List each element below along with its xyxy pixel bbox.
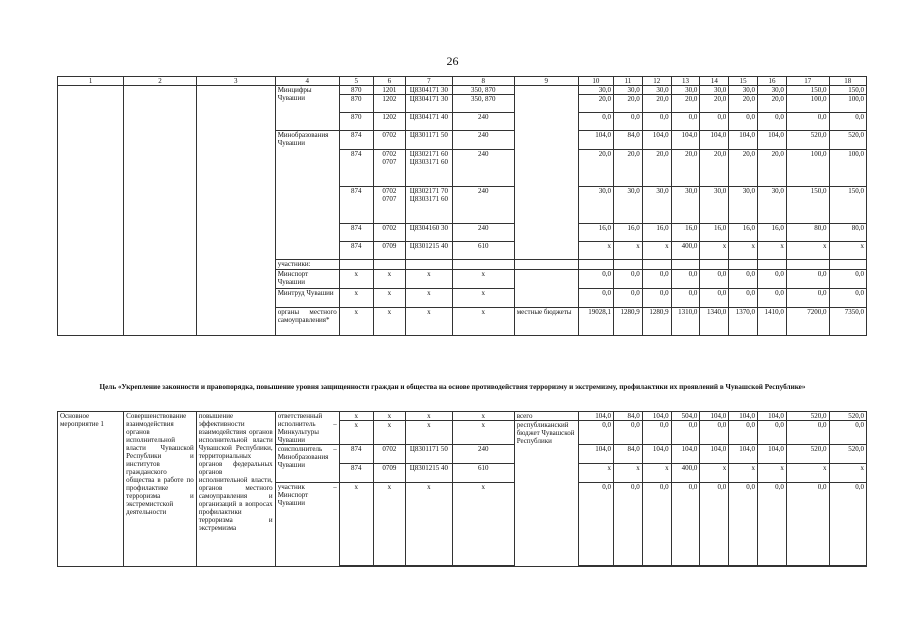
cell: 0,0 <box>613 113 642 131</box>
cell: 7350,0 <box>829 308 866 336</box>
cell: 104,0 <box>578 445 613 464</box>
cell: 1340,0 <box>700 308 729 336</box>
column-number: 2 <box>124 77 197 86</box>
goal-heading: Цель «Укрепление законности и правопорядка, повышение уровня защищенности граждан и общества на основе противодействия терроризму и экстремизму, профилактики их проявлений в Чувашской Республике» <box>99 383 806 391</box>
cell: 0,0 <box>578 270 613 289</box>
cell: 30,0 <box>758 86 787 95</box>
table-row <box>58 412 867 421</box>
cell: 30,0 <box>613 86 642 95</box>
cell: x <box>373 483 405 566</box>
column-number: 18 <box>829 77 866 86</box>
cell: x <box>700 242 729 260</box>
cell: x <box>373 308 405 336</box>
cell: 0,0 <box>829 270 866 289</box>
cell: 104,0 <box>671 131 700 150</box>
cell: 0,0 <box>671 113 700 131</box>
cell: 520,0 <box>829 445 866 464</box>
cell: 0,0 <box>700 483 729 566</box>
cell: 104,0 <box>700 412 729 421</box>
cell: 0,0 <box>613 421 642 445</box>
cell: 874 <box>339 187 373 224</box>
cell: 874 <box>339 224 373 242</box>
cell: x <box>613 242 642 260</box>
cell: 0,0 <box>729 289 758 308</box>
cell: Ц8304171 40 <box>405 113 452 131</box>
cell: x <box>405 421 452 445</box>
cell: 0,0 <box>786 483 829 566</box>
cell: 0,0 <box>829 113 866 131</box>
cell: 30,0 <box>700 86 729 95</box>
column-number: 13 <box>671 77 700 86</box>
cell: 104,0 <box>578 412 613 421</box>
column-number: 8 <box>452 77 514 86</box>
cell: 20,0 <box>642 150 671 187</box>
cell: 80,0 <box>786 224 829 242</box>
cell: 610 <box>452 242 514 260</box>
column-number: 11 <box>613 77 642 86</box>
cell: Ц8304171 30 <box>405 95 452 113</box>
cell: x <box>339 421 373 445</box>
cell: Ц8302171 60 Ц8303171 60 <box>405 150 452 187</box>
cell: 30,0 <box>578 86 613 95</box>
cell: 870 <box>339 86 373 95</box>
cell: 0,0 <box>578 483 613 566</box>
cell: x <box>405 270 452 289</box>
cell: 240 <box>452 187 514 224</box>
cell: 20,0 <box>700 150 729 187</box>
cell: 0,0 <box>758 270 787 289</box>
cell: x <box>339 270 373 289</box>
cell: 20,0 <box>578 95 613 113</box>
cell: 0,0 <box>786 270 829 289</box>
column-number-row <box>58 77 867 86</box>
budget-table-lower <box>57 411 867 567</box>
cell: 520,0 <box>786 131 829 150</box>
cell: x <box>373 412 405 421</box>
cell: 0,0 <box>642 113 671 131</box>
cell: 0,0 <box>758 483 787 566</box>
cell: x <box>339 308 373 336</box>
col3-empty <box>196 86 275 336</box>
cell: 0,0 <box>578 421 613 445</box>
source-empty <box>514 86 578 260</box>
cell: 30,0 <box>578 187 613 224</box>
column-number: 15 <box>729 77 758 86</box>
cell: 1280,9 <box>613 308 642 336</box>
measure-description: Совершенствование взаимодействия органов исполнительной власти Чувашской Республики и институтов гражданского общества в работе по профилактике терроризма и экстремистской деятельности <box>124 412 197 567</box>
cell: Ц8304160 30 <box>405 224 452 242</box>
cell: 0,0 <box>758 289 787 308</box>
cell: x <box>452 270 514 289</box>
cell: 0709 <box>373 242 405 260</box>
cell: x <box>786 464 829 483</box>
cell: 104,0 <box>700 445 729 464</box>
cell: x <box>452 289 514 308</box>
co-executor: соисполнитель – Минобразования Чувашии <box>275 445 339 483</box>
cell: 104,0 <box>758 445 787 464</box>
cell: 870 <box>339 113 373 131</box>
cell: 610 <box>452 464 514 483</box>
cell: x <box>786 242 829 260</box>
cell: 0,0 <box>642 483 671 566</box>
cell: 20,0 <box>758 150 787 187</box>
cell: 104,0 <box>729 412 758 421</box>
cell: 104,0 <box>642 131 671 150</box>
executor-cell: Минспорт Чувашии <box>275 270 339 289</box>
cell: 104,0 <box>729 445 758 464</box>
cell: 0,0 <box>700 421 729 445</box>
cell: Ц8304171 30 <box>405 86 452 95</box>
cell: 350, 870 <box>452 95 514 113</box>
cell: 84,0 <box>613 131 642 150</box>
source-empty <box>514 270 578 308</box>
cell: 104,0 <box>758 131 787 150</box>
cell: x <box>642 464 671 483</box>
cell: 104,0 <box>700 131 729 150</box>
cell: 0702 0707 <box>373 150 405 187</box>
cell: 84,0 <box>613 412 642 421</box>
cell: 0,0 <box>642 289 671 308</box>
cell: 1202 <box>373 113 405 131</box>
cell: 80,0 <box>829 224 866 242</box>
cell: x <box>373 289 405 308</box>
cell: x <box>339 483 373 566</box>
cell: 400,0 <box>671 242 700 260</box>
cell: x <box>452 308 514 336</box>
cell: 520,0 <box>829 131 866 150</box>
cell: 30,0 <box>729 86 758 95</box>
cell: 30,0 <box>758 187 787 224</box>
column-number: 10 <box>578 77 613 86</box>
cell: Ц8301215 40 <box>405 242 452 260</box>
cell: x <box>452 483 514 566</box>
cell: 0,0 <box>700 270 729 289</box>
cell: 150,0 <box>829 187 866 224</box>
cell: x <box>405 308 452 336</box>
cell: 0,0 <box>578 289 613 308</box>
participant: участник – Минспорт Чувашии <box>275 483 339 567</box>
cell: 1410,0 <box>758 308 787 336</box>
cell: 150,0 <box>786 86 829 95</box>
cell: 240 <box>452 131 514 150</box>
cell: 104,0 <box>729 131 758 150</box>
cell: 0,0 <box>613 289 642 308</box>
cell: 16,0 <box>642 224 671 242</box>
cell: 100,0 <box>786 150 829 187</box>
cell: x <box>405 412 452 421</box>
cell: 100,0 <box>829 150 866 187</box>
cell: x <box>578 242 613 260</box>
cell: 0,0 <box>671 289 700 308</box>
cell: x <box>700 464 729 483</box>
cell: 1202 <box>373 95 405 113</box>
cell: 240 <box>452 224 514 242</box>
cell: 0709 <box>373 464 405 483</box>
cell: 16,0 <box>700 224 729 242</box>
cell: 20,0 <box>671 150 700 187</box>
cell: x <box>829 464 866 483</box>
cell: 240 <box>452 445 514 464</box>
cell: x <box>642 242 671 260</box>
cell: 30,0 <box>642 86 671 95</box>
column-number: 6 <box>373 77 405 86</box>
measure-result: повышение эффективности взаимодействия органов исполнительной власти Чувашской Республики, территориальных органов федеральных органов исполнительной власти, органов местного самоуправления и организаций в вопросах профилактики терроризма и экстремизма <box>196 412 275 567</box>
cell: 30,0 <box>700 187 729 224</box>
cell: 870 <box>339 95 373 113</box>
cell: 150,0 <box>829 86 866 95</box>
cell: 0,0 <box>613 483 642 566</box>
col1-empty <box>58 86 124 336</box>
cell: 0,0 <box>729 270 758 289</box>
source-total: всего <box>514 412 578 421</box>
cell: 520,0 <box>786 445 829 464</box>
cell: 504,0 <box>671 412 700 421</box>
cell: 20,0 <box>613 150 642 187</box>
column-number: 9 <box>514 77 578 86</box>
cell: 0702 <box>373 224 405 242</box>
cell: 19028,1 <box>578 308 613 336</box>
executor-cell: Минтруд Чувашии <box>275 289 339 308</box>
cell: Ц8301171 50 <box>405 131 452 150</box>
cell: 150,0 <box>786 187 829 224</box>
budget-table-upper <box>57 76 867 336</box>
cell: x <box>373 421 405 445</box>
cell: 0,0 <box>700 113 729 131</box>
cell: 20,0 <box>613 95 642 113</box>
cell: 20,0 <box>758 95 787 113</box>
cell: 520,0 <box>829 412 866 421</box>
cell: 0702 <box>373 445 405 464</box>
cell: 20,0 <box>642 95 671 113</box>
cell: 0,0 <box>671 270 700 289</box>
responsible-executor: ответственный исполнитель – Минкультуры Чувашии <box>275 412 339 445</box>
cell: 30,0 <box>671 187 700 224</box>
cell: 0,0 <box>729 113 758 131</box>
cell: 20,0 <box>671 95 700 113</box>
cell: 0,0 <box>642 270 671 289</box>
cell: 0,0 <box>578 113 613 131</box>
cell: x <box>339 289 373 308</box>
cell: 0,0 <box>613 270 642 289</box>
column-number: 17 <box>786 77 829 86</box>
cell: 104,0 <box>578 131 613 150</box>
cell: 104,0 <box>642 412 671 421</box>
source-republic-budget: республиканский бюджет Чувашской Республики <box>514 421 578 567</box>
cell: 0,0 <box>829 289 866 308</box>
cell: 0,0 <box>729 421 758 445</box>
cell: 874 <box>339 445 373 464</box>
cell: 0,0 <box>671 483 700 566</box>
cell: 0,0 <box>758 421 787 445</box>
cell: 874 <box>339 150 373 187</box>
cell: 20,0 <box>578 150 613 187</box>
cell: 0,0 <box>786 289 829 308</box>
cell: 0,0 <box>642 421 671 445</box>
column-number: 5 <box>339 77 373 86</box>
cell: 0,0 <box>829 483 866 566</box>
cell: 104,0 <box>671 445 700 464</box>
cell: 350, 870 <box>452 86 514 95</box>
cell: 240 <box>452 150 514 187</box>
table-row <box>58 86 867 95</box>
cell: x <box>758 464 787 483</box>
participants-label: участники: <box>275 260 339 270</box>
cell: 0,0 <box>786 421 829 445</box>
cell: 874 <box>339 464 373 483</box>
cell: 30,0 <box>671 86 700 95</box>
cell: 400,0 <box>671 464 700 483</box>
cell: 1310,0 <box>671 308 700 336</box>
column-number: 3 <box>196 77 275 86</box>
cell: 520,0 <box>786 412 829 421</box>
cell: 30,0 <box>642 187 671 224</box>
cell: 1201 <box>373 86 405 95</box>
cell: 16,0 <box>758 224 787 242</box>
executor-cell: Минцифры Чувашии <box>275 86 339 131</box>
source-cell: местные бюджеты <box>514 308 578 336</box>
cell: x <box>729 464 758 483</box>
cell: 0,0 <box>700 289 729 308</box>
cell: 0,0 <box>786 113 829 131</box>
cell: 0702 <box>373 131 405 150</box>
cell: Ц8301215 40 <box>405 464 452 483</box>
page-number: 26 <box>446 54 459 68</box>
cell: x <box>613 464 642 483</box>
cell: Ц8302171 70 Ц8303171 60 <box>405 187 452 224</box>
cell: 16,0 <box>613 224 642 242</box>
cell: 20,0 <box>729 95 758 113</box>
cell: 0,0 <box>671 421 700 445</box>
cell: 7200,0 <box>786 308 829 336</box>
cell: x <box>373 270 405 289</box>
cell: 104,0 <box>758 412 787 421</box>
column-number: 16 <box>758 77 787 86</box>
column-number: 1 <box>58 77 124 86</box>
cell: 1370,0 <box>729 308 758 336</box>
cell: 874 <box>339 131 373 150</box>
cell: 20,0 <box>729 150 758 187</box>
cell: 240 <box>452 113 514 131</box>
cell: 16,0 <box>578 224 613 242</box>
cell: x <box>405 483 452 566</box>
cell: x <box>452 421 514 445</box>
cell: 100,0 <box>829 95 866 113</box>
cell: 0,0 <box>829 421 866 445</box>
cell: 30,0 <box>613 187 642 224</box>
cell: 0,0 <box>758 113 787 131</box>
col2-empty <box>124 86 197 336</box>
cell: 16,0 <box>671 224 700 242</box>
measure-name: Основное мероприятие 1 <box>58 412 124 567</box>
cell: 20,0 <box>700 95 729 113</box>
cell: x <box>758 242 787 260</box>
cell: x <box>405 289 452 308</box>
column-number: 4 <box>275 77 339 86</box>
column-number: 7 <box>405 77 452 86</box>
column-number: 14 <box>700 77 729 86</box>
cell: 874 <box>339 242 373 260</box>
executor-cell: органы местного самоуправления* <box>275 308 339 336</box>
column-number: 12 <box>642 77 671 86</box>
cell: x <box>578 464 613 483</box>
cell: x <box>339 412 373 421</box>
cell: 1280,9 <box>642 308 671 336</box>
cell: Ц8301171 50 <box>405 445 452 464</box>
cell: 100,0 <box>786 95 829 113</box>
cell: 104,0 <box>642 445 671 464</box>
cell: x <box>452 412 514 421</box>
cell: 0702 0707 <box>373 187 405 224</box>
cell: 30,0 <box>729 187 758 224</box>
cell: 0,0 <box>729 483 758 566</box>
cell: x <box>829 242 866 260</box>
cell: 16,0 <box>729 224 758 242</box>
cell: 84,0 <box>613 445 642 464</box>
executor-cell: Минобразования Чувашии <box>275 131 339 260</box>
cell: x <box>729 242 758 260</box>
